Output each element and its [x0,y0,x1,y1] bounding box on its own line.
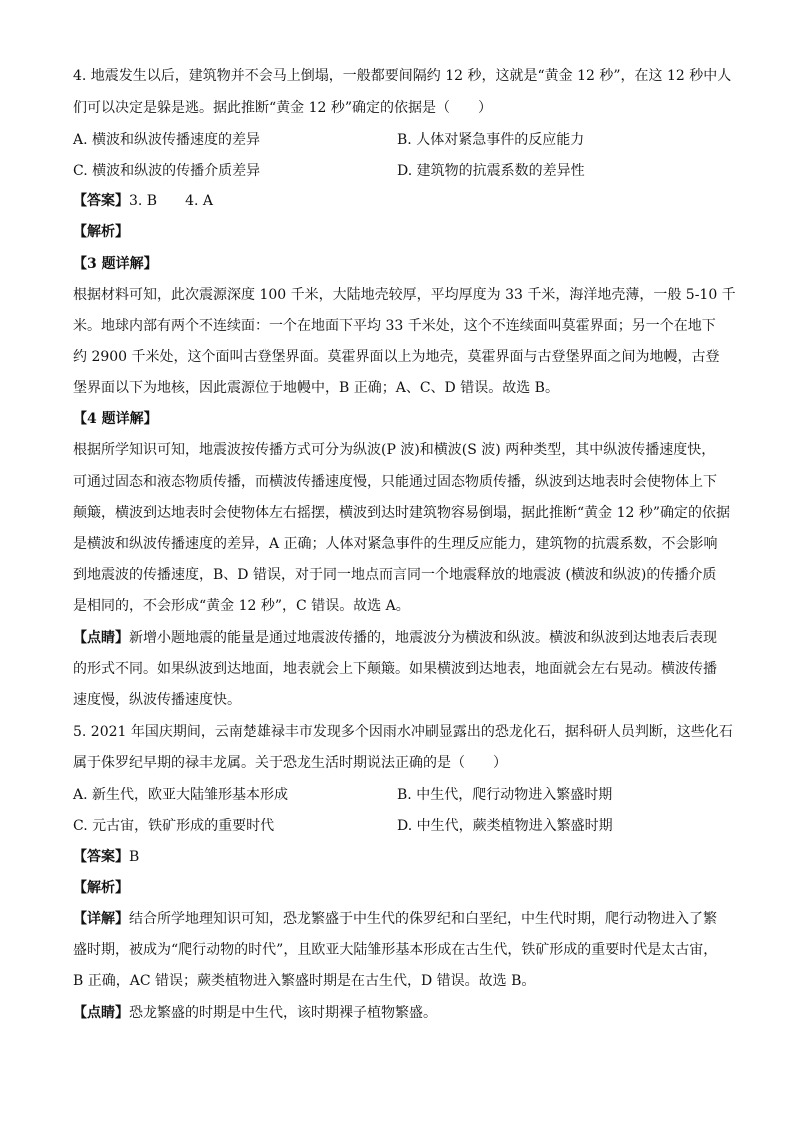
q4-stem-line-2: 们可以决定是躲是逃。据此推断“黄金 12 秒”确定的依据是（ ） [73,100,493,116]
answer-tag: 【答案】 [73,849,129,865]
analysis-tag: 【解析】 [73,224,129,240]
q4-note-line-2: 的形式不同。如果纵波到达地面，地表就会上下颠簸。如果横波到达地表，地面就会左右晃动。横波传播 [73,661,717,677]
answer-text: B [129,849,140,865]
q5-stem-line-2: 属于侏罗纪早期的禄丰龙属。关于恐龙生活时期说法正确的是（ ） [73,755,507,771]
q4-option-b: B. 人体对紧急事件的反应能力 [397,132,585,148]
q5-option-a: A. 新生代，欧亚大陆雏形基本形成 [73,787,289,803]
q4-stem-line-1: 4. 地震发生以后，建筑物并不会马上倒塌，一般都要间隔约 12 秒，这就是“黄金 12 秒”，在这 12 秒中人 [73,68,732,84]
answer-3-4 [73,191,213,211]
q5-option-d: D. 中生代，蕨类植物进入繁盛时期 [397,818,613,834]
q3-detail-line-2: 米。地球内部有两个不连续面：一个在地面下平均 33 千米处，这个不连续面叫莫霍界面；另一个在地下 [73,318,716,334]
answer-text: 3. B 4. A [129,193,214,209]
q4-detail-line-6: 是相同的，不会形成“黄金 12 秒”，C 错误。故选 A。 [73,598,410,614]
q4-note-line-1 [73,628,717,648]
q4-note-line-3: 速度慢，纵波传播速度快。 [73,692,241,708]
q5-option-c: C. 元古宙，铁矿形成的重要时代 [73,818,275,834]
q4-detail-line-4: 是横波和纵波传播速度的差异，A 正确；人体对紧急事件的生理反应能力，建筑物的抗震系数，不会影响 [73,536,718,552]
note-tag: 【点睛】 [73,1005,129,1021]
detail-text: 结合所学地理知识可知，恐龙繁盛于中生代的侏罗纪和白垩纪，中生代时期，爬行动物进入了繁 [129,911,717,927]
q4-option-d: D. 建筑物的抗震系数的差异性 [397,163,585,179]
q5-detail-line-3: B 正确，AC 错误；蕨类植物进入繁盛时期是在古生代，D 错误。故选 B。 [73,973,536,989]
q4-detail-line-2: 可通过固态和液态物质传播，而横波传播速度慢，只能通过固态物质传播，纵波到达地表时会使物体上下 [73,474,717,490]
answer-5 [73,847,139,867]
q5-detail-line-2: 盛时期，被成为“爬行动物的时代”，且欧亚大陆雏形基本形成在古生代，铁矿形成的重要时代是太古宙， [73,942,718,958]
q4-option-a: A. 横波和纵波传播速度的差异 [73,132,261,148]
detail-tag: 【详解】 [73,911,129,927]
note-text: 新增小题地震的能量是通过地震波传播的，地震波分为横波和纵波。横波和纵波到达地表后表现 [129,630,717,646]
q4-detail-line-5: 到地震波的传播速度，B、D 错误，对于同一地点而言同一个地震释放的地震波 (横波和纵波)的传播介质 [73,567,717,583]
q4-detail-line-3: 颠簸，横波到达地表时会使物体左右摇摆，横波到达时建筑物容易倒塌，据此推断“黄金 12 秒”确定的依据 [73,505,731,521]
note-text: 恐龙繁盛的时期是中生代，该时期裸子植物繁盛。 [129,1005,437,1021]
analysis-tag-2: 【解析】 [73,880,129,896]
q4-detail-tag: 【4 题详解】 [73,411,158,427]
q4-detail-line-1: 根据所学知识可知，地震波按传播方式可分为纵波(P 波)和横波(S 波) 两种类型，其中纵波传播速度快， [73,442,716,458]
note-tag: 【点睛】 [73,630,129,646]
q5-stem-line-1: 5. 2021 年国庆期间，云南楚雄禄丰市发现多个因雨水冲刷显露出的恐龙化石，据科研人员判断，这些化石 [73,724,733,740]
q3-detail-line-1: 根据材料可知，此次震源深度 100 千米，大陆地壳较厚，平均厚度为 33 千米，海洋地壳薄，一般 5-10 千 [73,287,736,303]
q4-option-c: C. 横波和纵波的传播介质差异 [73,163,261,179]
q3-detail-line-3: 约 2900 千米处，这个面叫古登堡界面。莫霍界面以上为地壳，莫霍界面与古登堡界面之间为地幔，古登 [73,349,720,365]
answer-tag: 【答案】 [73,193,129,209]
q3-detail-line-4: 堡界面以下为地核，因此震源位于地幔中，B 正确；A、C、D 错误。故选 B。 [73,380,559,396]
q3-detail-tag: 【3 题详解】 [73,256,158,272]
q5-option-b: B. 中生代，爬行动物进入繁盛时期 [397,787,613,803]
q5-note [73,1003,437,1023]
q5-detail-line-1 [73,909,717,929]
